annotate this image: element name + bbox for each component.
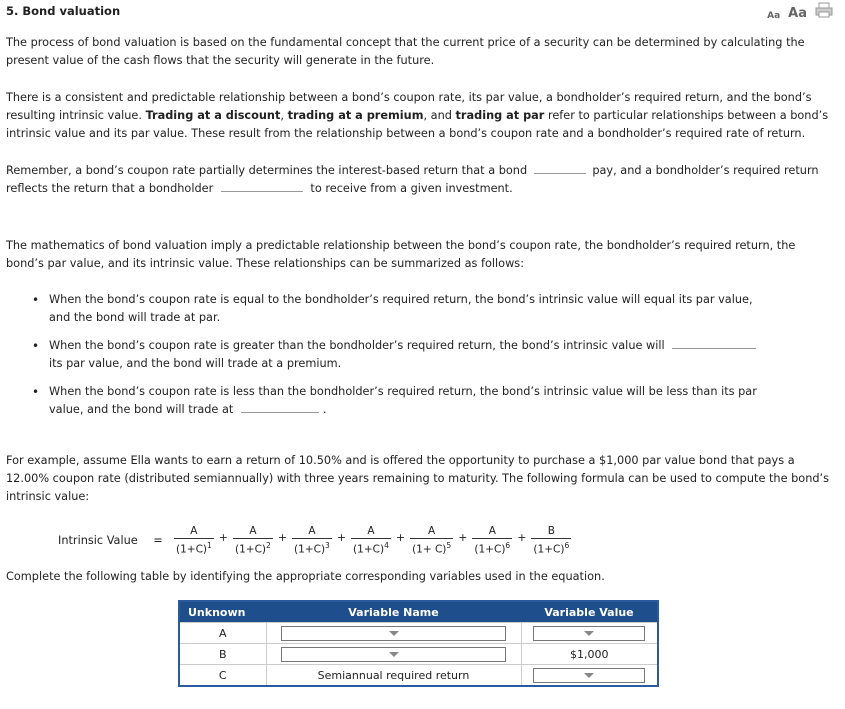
formula-term: $\frac{A}{(1+C)^2}$ (235, 524, 271, 556)
formula-term: $\frac{A}{(1+C)^3}$ (294, 524, 330, 556)
column-header-unknown: Unknown (180, 602, 266, 623)
list-item: • When the bond’s coupon rate is greater than the bondholder’s required return, the bond’s intrinsic value will its par value, and the bond will trade at a premium. (30, 337, 770, 373)
unknown-cell: C (180, 665, 266, 686)
formula-equals: = (153, 533, 163, 547)
chevron-down-icon (584, 673, 594, 678)
printer-icon[interactable] (815, 2, 833, 21)
table-header-row (180, 602, 657, 623)
list-item: • When the bond’s coupon rate is equal to the bondholder’s required return, the bond’s intrinsic value will equal its par value, and the bond will trade at par. (30, 291, 770, 327)
chevron-down-icon (389, 652, 399, 657)
column-header-variable-value: Variable Value (521, 602, 657, 623)
toolbar (767, 2, 833, 21)
intrinsic-value-formula: Intrinsic Value = $\frac{A}{(1+C)^1}$ + $\frac{A}{(1+C)^2}$ + $\frac{A}{(1+C)^3}$ + $\frac{A}{(1+C)^4}$ + $\frac{A}{(1+ C)^5}$ + $\frac{A}{(1+C)^6}$ + $\frac{B}{(1+C)^6}$ (58, 524, 570, 556)
font-increase-button[interactable]: Aa (788, 6, 807, 21)
remember-paragraph: Remember, a bond’s coupon rate partially determines the interest-based return that a bond pay, and a bondholder’s required return reflects the return that a bondholder to receive from a given investment. (6, 164, 819, 195)
column-header-variable-name: Variable Name (266, 602, 521, 623)
formula-term: $\frac{B}{(1+C)^6}$ (533, 524, 570, 556)
blank-dropdown-3[interactable] (672, 338, 756, 349)
example-paragraph: For example, assume Ella wants to earn a return of 10.50% and is offered the opportunity to purchase a $1,000 par value bond that pays a 12.00% coupon rate (distributed semiannually) with three years remaining to maturity. The following formula can be used to compute the bond’s intrinsic value: (6, 454, 830, 503)
intro-paragraph: The process of bond valuation is based on the fundamental concept that the current price of a security can be determined by calculating the present value of the cash flows that the security will generate in the future. (6, 36, 805, 67)
blank-dropdown-2[interactable] (221, 181, 303, 192)
variable-value-dropdown-a[interactable] (533, 626, 645, 641)
relationship-paragraph: There is a consistent and predictable relationship between a bond’s coupon rate, its par value, a bondholder’s required return, and the bond’s resulting intrinsic value. Trading at a discount, trading at a premium, and trading at par refer to particular relationships between a bond’s intrinsic value and its par value. These result from the relationship between a bond’s coupon rate and a bondholder’s required rate of return. (6, 91, 829, 140)
formula-label: Intrinsic Value (58, 533, 138, 547)
font-decrease-button[interactable]: Aa (767, 11, 781, 21)
table-row (180, 623, 657, 644)
variable-value-cell: $1,000 (521, 644, 657, 665)
blank-dropdown-4[interactable] (241, 402, 319, 413)
formula-term: $\frac{A}{(1+C)^6}$ (474, 524, 511, 556)
blank-dropdown-1[interactable] (534, 163, 586, 174)
list-item: • When the bond’s coupon rate is less than the bondholder’s required return, the bond’s intrinsic value will be less than its par value, and the bond will trade at . (30, 383, 770, 419)
variables-table (178, 600, 659, 687)
formula-term: $\frac{A}{(1+C)^4}$ (353, 524, 389, 556)
chevron-down-icon (584, 631, 594, 636)
chevron-down-icon (389, 631, 399, 636)
unknown-cell: A (180, 623, 266, 644)
mathematics-paragraph: The mathematics of bond valuation imply a predictable relationship between the bond’s coupon rate, the bondholder’s required return, the bond’s par value, and its intrinsic value. These relationships can be summarized as follows: (6, 239, 796, 270)
formula-term: $\frac{A}{(1+ C)^5}$ (412, 524, 452, 556)
formula-term: $\frac{A}{(1+C)^1}$ (176, 524, 212, 556)
instruction-paragraph: Complete the following table by identifying the appropriate corresponding variables used in the equation. (6, 570, 605, 583)
variable-value-dropdown-c[interactable] (533, 668, 645, 683)
unknown-cell: B (180, 644, 266, 665)
variable-name-cell: Semiannual required return (266, 665, 521, 686)
variable-name-dropdown-b[interactable] (281, 647, 506, 662)
page-title: 5. Bond valuation (6, 4, 121, 18)
table-row (180, 665, 657, 686)
table-row (180, 644, 657, 665)
variable-name-dropdown-a[interactable] (281, 626, 506, 641)
relationship-list (30, 291, 770, 429)
